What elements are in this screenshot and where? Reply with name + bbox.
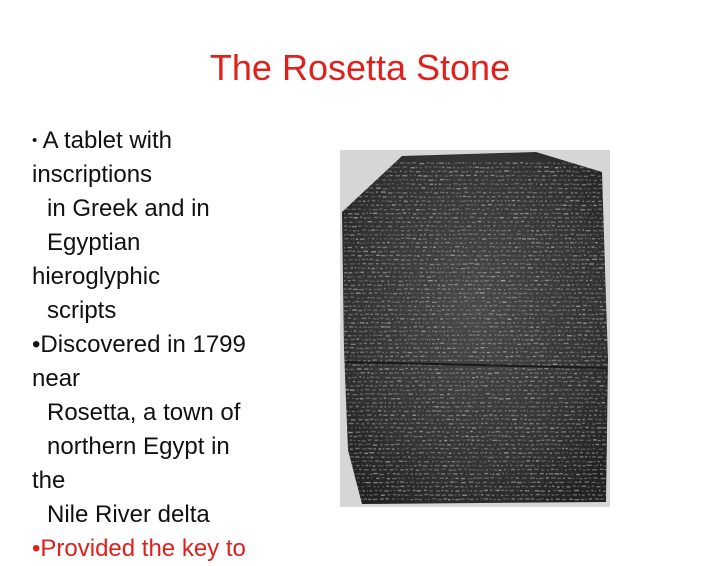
text-line (32, 498, 302, 532)
text-line-content: in Greek and in (47, 195, 210, 222)
rosetta-stone-image (340, 150, 610, 507)
text-line-content: the (32, 467, 66, 494)
text-line (32, 532, 302, 566)
text-line-content: •Discovered in 1799 (32, 331, 246, 358)
text-line (32, 396, 302, 430)
text-line-content: A tablet with (42, 127, 173, 154)
text-line (32, 192, 302, 226)
text-line (32, 430, 302, 464)
text-line (32, 260, 302, 294)
text-line (32, 158, 302, 192)
text-line (32, 362, 302, 396)
text-line-content: Nile River delta (47, 501, 210, 528)
text-line-content: scripts (47, 297, 117, 324)
text-line-content: •Provided the key to (32, 535, 246, 562)
text-line (32, 226, 302, 260)
text-line-content: near (32, 365, 81, 392)
text-line (32, 464, 302, 498)
bullet-icon: • (32, 132, 38, 149)
text-line (32, 328, 302, 362)
text-line-content: northern Egypt in (47, 433, 230, 460)
slide-title: The Rosetta Stone (209, 47, 511, 88)
text-line-content: Egyptian (47, 229, 141, 256)
text-line (32, 124, 302, 158)
bullet-text-block (32, 124, 302, 566)
text-line-content: Rosetta, a town of (47, 399, 241, 426)
text-line-content: hieroglyphic (32, 263, 161, 290)
text-line-content: inscriptions (32, 161, 153, 188)
text-line (32, 294, 302, 328)
